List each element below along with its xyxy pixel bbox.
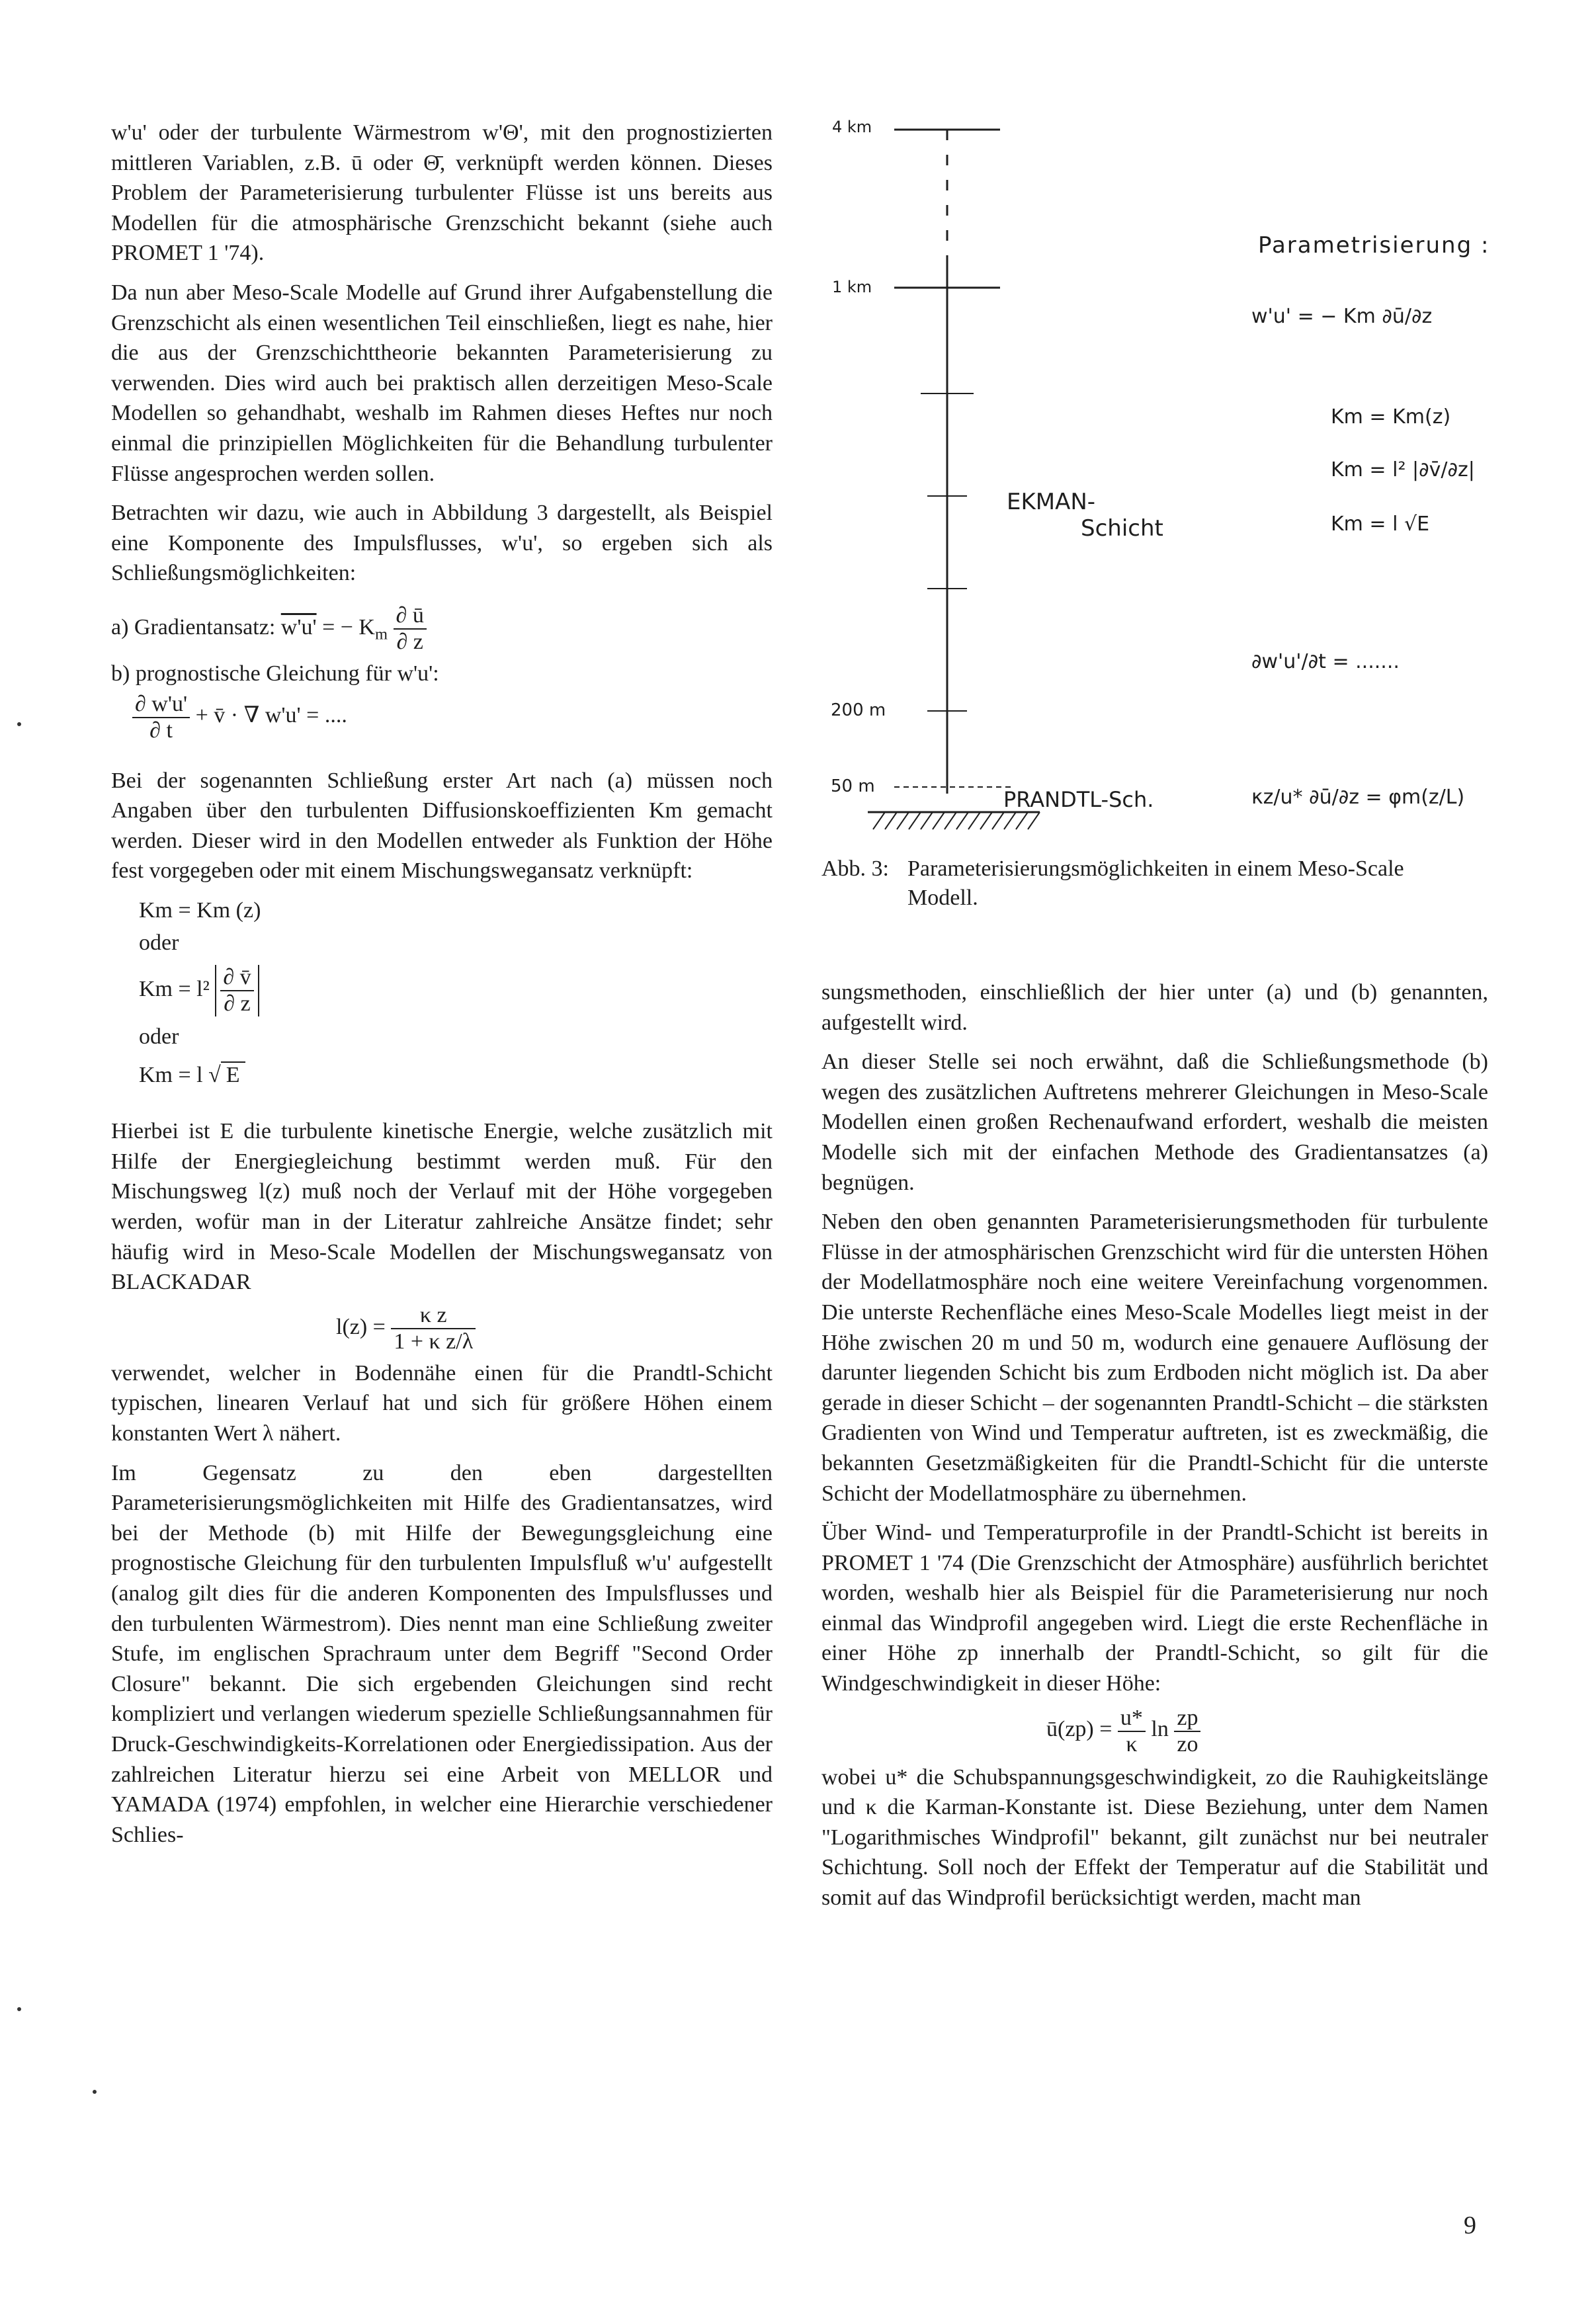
equation-a-denominator: ∂ z (396, 629, 423, 654)
left-paragraph-5: Hierbei ist E die turbulente kinetische Energie, welche zusätzlich mit Hilfe der Energiegleichung bestimmt werden muß. Für den Mischungsweg l(z) muß noch der Verlauf mit der Höhe vorgegeben werden, wofür man in der Literatur zahlreiche Ansätze findet; sehr häufig wird in Meso-Scale Modellen der Mischungswegansatz von BLACKADAR (111, 1119, 773, 1295)
km-equation-1 (139, 895, 773, 926)
km-equation-3 (139, 1060, 773, 1091)
blackadar-lhs: l(z) = (336, 1314, 386, 1339)
oder-1-line (139, 928, 773, 958)
wind-profile-fraction-2 (1174, 1706, 1200, 1757)
margin-mark-3 (93, 2090, 97, 2094)
equation-a-lhs: w'u' (280, 614, 317, 640)
ekman-label-2: Schicht (1081, 515, 1163, 542)
equation-b-fraction (132, 692, 190, 743)
label-1km: 1 km (832, 278, 872, 296)
caption-label: Abb. 3: (821, 856, 889, 881)
param-eq-6: κz/u* ∂ū/∂z = φm(z/L) (1251, 786, 1465, 809)
param-eq-5: ∂w'u'/∂t = ....... (1251, 650, 1400, 673)
left-paragraph-6: verwendet, welcher in Bodennähe einen für die Prandtl-Schicht typischen, linearen Verlauf hat und sich für größere Höhen einem konstanten Wert λ nähert. (111, 1360, 773, 1446)
margin-mark-1 (17, 722, 21, 726)
km-equation-3-lhs: Km = l (139, 1062, 203, 1087)
equation-b-rest: + v̄ · ∇ w'u' = .... (195, 703, 347, 728)
right-paragraph-5: wobei u* die Schubspannungsgeschwindigkeit, zo die Rauhigkeitslänge und κ die Karman-Konstante ist. Diese Beziehung, unter dem Namen "Logarithmisches Windprofil" bekannt, gilt zunächst nur bei neutraler Schichtung. Soll noch der Effekt der Temperatur auf die Stabilität und somit auf das Windprofil berücksichtigt werden, macht man (821, 1764, 1488, 1911)
page-number: 9 (1464, 2212, 1476, 2239)
equation-a-numerator: ∂ ū (394, 603, 427, 630)
label-50m: 50 m (831, 776, 875, 796)
right-paragraph-3: Neben den oben genannten Parameterisierungsmethoden für turbulente Flüsse in der atmosphärischen Grenzschicht wird für die untersten Höhen der Modellatmosphäre noch eine weitere Vereinfachung vorgenommen. Die unterste Rechenfläche eines Meso-Scale Modelles liegt meist in der Höhe zwischen 20 m und 50 m, wodurch eine genauere Auflösung der darunter liegenden Schicht bis zum Erdboden nicht möglich ist. Da aber gerade in dieser Schicht – der sogenannten Prandtl-Schicht – die stärksten Gradienten von Wind und Temperatur auftreten, ist es zweckmäßig, die bekannten Gesetzmäßigkeiten für die Prandtl-Schicht für die unterste Schicht der Modellatmosphäre zu übernehmen. (821, 1210, 1488, 1506)
right-column (821, 977, 1488, 1913)
wind-profile-denominator-2: zo (1177, 1731, 1198, 1757)
param-eq-3: Km = l² |∂v̄/∂z| (1331, 458, 1475, 481)
param-eq-1: w'u' = − Km ∂ū/∂z (1251, 305, 1433, 328)
equation-a (111, 603, 773, 655)
km-equation-1-text: Km = Km (z) (139, 897, 261, 923)
label-4km: 4 km (832, 118, 872, 136)
param-eq-2: Km = Km(z) (1331, 405, 1451, 429)
wind-profile-lhs: ū(zp) = (1046, 1717, 1113, 1742)
equation-b-numerator: ∂ w'u' (132, 692, 190, 718)
wind-profile-fraction-1 (1118, 1706, 1146, 1757)
wind-profile-equation (1046, 1706, 1488, 1757)
wind-profile-numerator-2: zp (1174, 1706, 1200, 1732)
left-paragraph-1: w'u' oder der turbulente Wärmestrom w'Θ', mit den prognostizierten mittleren Variablen, z.B. ū oder Θ̄, verknüpft werden können. Dieses Problem der Parameterisierung turbulenter Flüsse ist uns bereits aus Modellen für die atmosphärische Grenzschicht bekannt (siehe auch PROMET 1 '74). (111, 120, 773, 266)
wind-profile-denominator-1: κ (1126, 1731, 1138, 1757)
wind-profile-numerator-1: u* (1118, 1706, 1146, 1732)
blackadar-numerator: κ z (391, 1303, 476, 1329)
right-paragraph-4: Über Wind- und Temperaturprofile in der Prandtl-Schicht ist bereits in PROMET 1 '74 (Die Grenzschicht der Atmosphäre) ausführlich berichtet worden, weshalb hier als Beispiel für die Parameterisierung nur noch einmal das Windprofil angegeben wird. Liegt die erste Rechenfläche in einer Höhe zp innerhalb der Prandtl-Schicht, so gilt für die Windgeschwindigkeit in dieser Höhe: (821, 1520, 1488, 1696)
right-paragraph-1: sungsmethoden, einschließlich der hier unter (a) und (b) genannten, aufgestellt wird. (821, 980, 1488, 1035)
left-paragraph-7: Im Gegensatz zu den eben dargestellten Parameterisierungsmöglichkeiten mit Hilfe des Gradientansatzes, wird bei der Methode (b) mit Hilfe der Bewegungsgleichung eine prognostische Gleichung für den turbulenten Impulsfluß w'u' aufgestellt (analog gilt dies für die anderen Komponenten des Impulsflusses und den turbulenten Wärmestrom). Dies nennt man eine Schließung zweiter Stufe, im englischen Sprachraum unter dem Begriff "Second Order Closure" bekannt. Die sich ergebenden Gleichungen sind recht kompliziert und verlangen wiederum spezielle Schließungsannahmen für Druck-Geschwindigkeits-Korrelationen oder Energiedissipation. Aus der zahlreichen Literatur hierzu sei eine Arbeit von MELLOR und YAMADA (1974) empfohlen, in welcher eine Hierarchie verschiedener Schlies- (111, 1460, 773, 1847)
equation-a-label: a) Gradientansatz: (111, 614, 276, 640)
oder-2: oder (139, 1024, 179, 1050)
km-equation-2 (139, 965, 773, 1016)
left-paragraph-4: Bei der sogenannten Schließung erster Art nach (a) müssen noch Angaben über den turbulenten Diffusionskoeffizienten Km gemacht werden. Dieser wird in den Modellen entweder als Funktion der Höhe fest vorgegeben oder mit einem Mischungswegansatz verknüpft: (111, 768, 773, 884)
ground-hatching (873, 812, 1040, 829)
param-eq-4: Km = l √E (1331, 513, 1430, 536)
left-paragraph-3: Betrachten wir dazu, wie auch in Abbildung 3 dargestellt, als Beispiel eine Komponente des Impulsflusses, w'u', so ergeben sich als Schließungsmöglichkeiten: (111, 501, 773, 586)
wind-profile-ln: ln (1151, 1717, 1169, 1742)
km-equation-3-radicand: E (221, 1061, 245, 1087)
prandtl-label: PRANDTL-Sch. (1003, 787, 1154, 812)
blackadar-fraction (391, 1303, 476, 1354)
figure-3 (821, 112, 1523, 919)
left-paragraph-2: Da nun aber Meso-Scale Modelle auf Grund ihrer Aufgabenstellung die Grenzschicht als einen wesentlichen Teil einschließen, liegt es nahe, hier die aus der Grenzschichttheorie bekannten Parameterisierung zu verwenden. Dies wird auch bei praktisch allen derzeitigen Meso-Scale Modellen so gehandhabt, weshalb im Rahmen dieses Heftes nur noch einmal die prinzipiellen Möglichkeiten für die Behandlung turbulenter Flüsse angesprochen werden sollen. (111, 280, 773, 486)
km-equation-2-fraction (220, 965, 253, 1016)
blackadar-denominator: 1 + κ z/λ (394, 1329, 474, 1354)
oder-2-line (139, 1022, 773, 1052)
equation-b-denominator: ∂ t (149, 718, 173, 743)
right-paragraph-2: An dieser Stelle sei noch erwähnt, daß die Schließungsmethode (b) wegen des zusätzlichen Auftretens mehrerer Gleichungen in Meso-Scale Modellen einen großen Rechenaufwand erfordert, weshalb die meisten Modelle sich mit der einfachen Methode des Gradientansatzes (a) begnügen. (821, 1050, 1488, 1195)
left-column (111, 118, 773, 1850)
oder-1: oder (139, 931, 179, 956)
km-equation-2-lhs: Km = l² (139, 976, 210, 1001)
figure-diagram (821, 112, 1523, 919)
margin-mark-2 (17, 2007, 21, 2011)
figure-caption (821, 854, 1483, 913)
km-equation-2-abs (215, 965, 259, 1016)
param-title: Parametrisierung : (1258, 232, 1490, 259)
label-200m: 200 m (831, 700, 886, 720)
equation-a-mid: = − K (322, 614, 375, 640)
caption-text: Parameterisierungsmöglichkeiten in einem Meso-Scale Modell. (907, 856, 1404, 910)
equation-b-label-line (111, 659, 773, 689)
km-equation-2-numerator: ∂ v̄ (220, 965, 253, 991)
km-equation-2-denominator: ∂ z (224, 991, 251, 1016)
blackadar-equation (336, 1303, 773, 1354)
ekman-label-1: EKMAN- (1007, 489, 1096, 515)
equation-a-sub: m (374, 625, 388, 643)
equation-b (132, 692, 773, 743)
equation-a-fraction (394, 603, 427, 655)
sqrt-sign: √ (208, 1062, 221, 1087)
equation-b-label: b) prognostische Gleichung für w'u': (111, 661, 439, 686)
